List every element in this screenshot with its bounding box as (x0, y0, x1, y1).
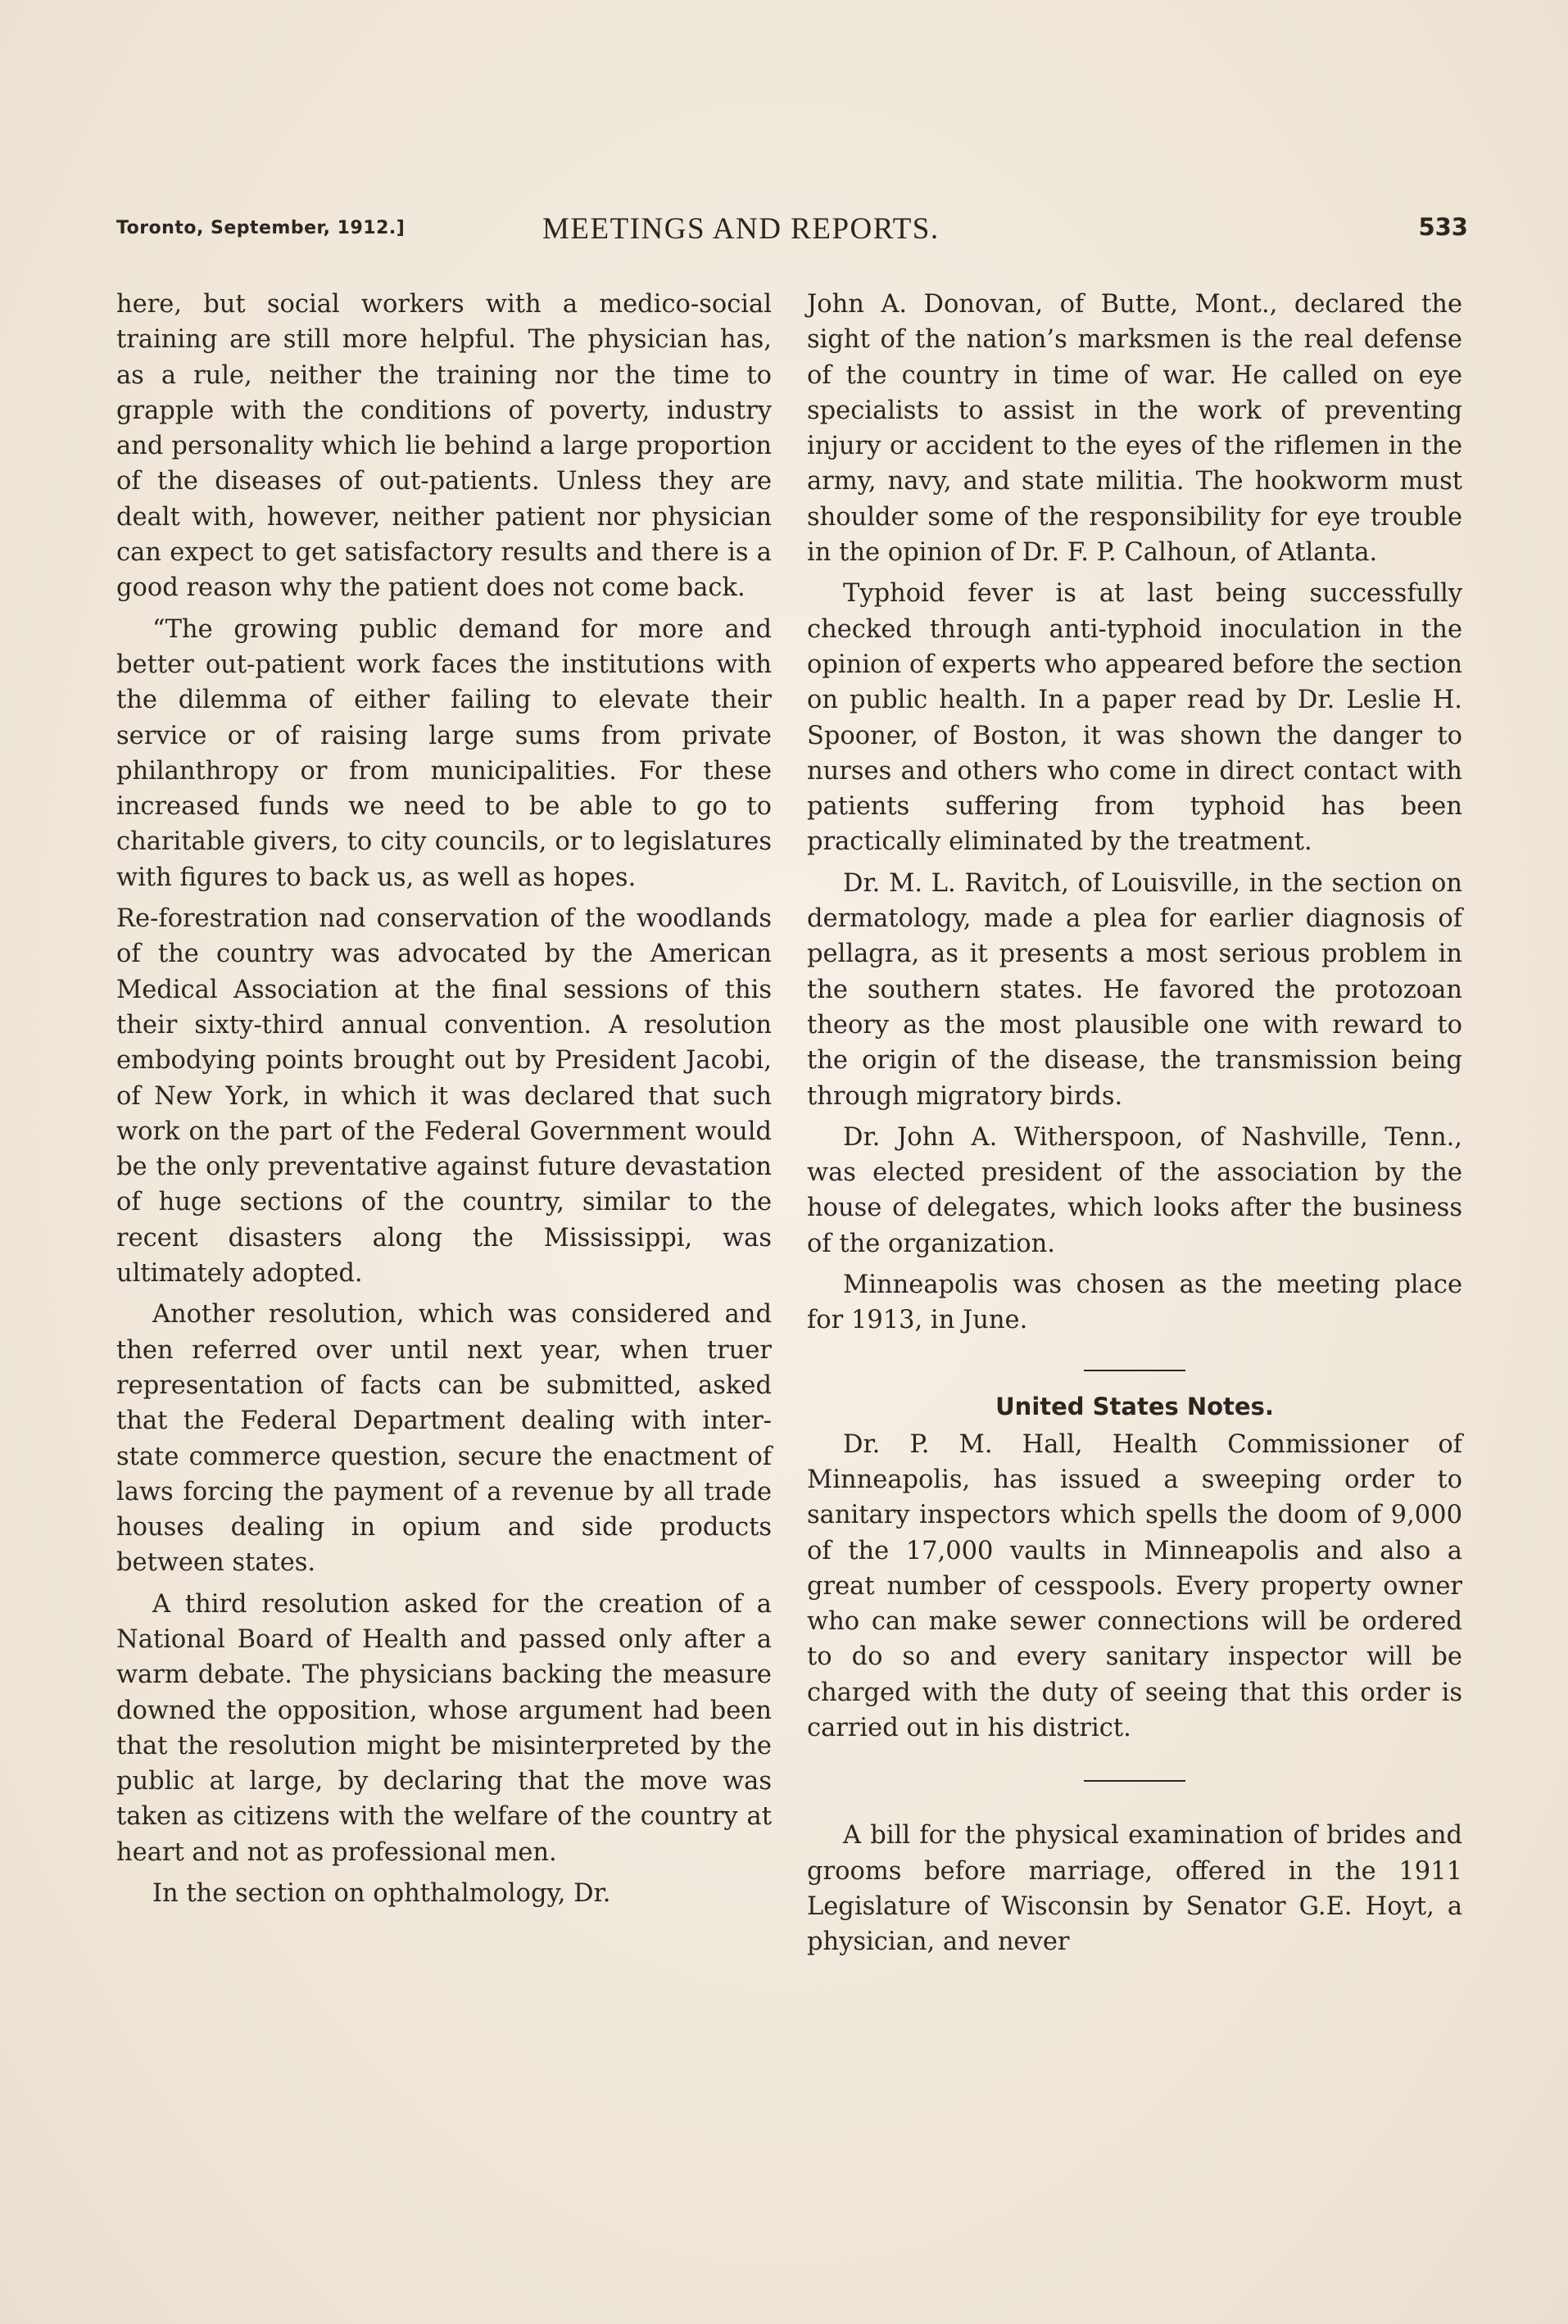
paragraph: John A. Donovan, of Butte, Mont., declared the sight of the nation’s marksmen is the real defense of the country in time of war. He called on eye specialists to assist in the work of preventing injury or accident to the eyes of the riflemen in the army, navy, and state militia. The hookworm must shoulder some of the responsibility for eye trouble in the opinion of Dr. F. P. Calhoun, of Atlanta. (807, 290, 1462, 568)
paragraph: here, but social workers with a medico-social training are still more helpful. The physician has, as a rule, neither the training nor the time to grapple with the conditions of poverty, industry and personality which lie behind a large proportion of the diseases of out-patients. Unless they are dealt with, however, neither patient nor physician can expect to get satisfactory results and there is a good reason why the patient does not come back. (116, 290, 772, 603)
paragraph: Dr. P. M. Hall, Health Commissioner of Minneapolis, has issued a sweeping order to sanitary inspectors which spells the doom of 9,000 of the 17,000 vaults in Minneapolis and also a great number of cesspools. Every property owner who can make sewer connections will be ordered to do so and every sanitary inspector will be charged with the duty of seeing that this order is carried out in his district. (807, 1429, 1462, 1742)
paragraph: In the section on ophthalmology, Dr. (152, 1879, 611, 1909)
section-divider (1084, 1370, 1185, 1371)
section-heading: United States Notes. (995, 1392, 1274, 1420)
paragraph: “The growing public demand for more and better out-patient work faces the institutions with the dilemma of either failing to elevate their service or of raising large sums from private philanthropy or from municipalities. For these increased funds we need to be able to go to charitable givers, to city councils, or to legislatures with figures to back us, as well as hopes. (116, 614, 772, 892)
right-column (807, 287, 1462, 1965)
paragraph: A third resolution asked for the creation of a National Board of Health and passed only after a warm debate. The physicians backing the measure downed the opposition, whose argument had been that the resolution might be misinterpreted by the public at large, by declaring that the move was taken as citizens with the welfare of the country at heart and not as professional men. (116, 1589, 772, 1867)
running-header (116, 211, 1468, 249)
page-number: 533 (1418, 213, 1468, 241)
header-section-title: MEETINGS AND REPORTS. (542, 212, 940, 246)
left-column (116, 287, 772, 1911)
header-location-date: Toronto, September, 1912.] (116, 218, 406, 238)
paragraph: Dr. M. L. Ravitch, of Louisville, in the section on dermatology, made a plea for earlier diagnosis of pellagra, as it presents a most serious problem in the southern states. He favored the protozoan theory as the most plausible one with reward to the origin of the disease, the transmission being through migratory birds. (807, 868, 1462, 1111)
paragraph: A bill for the physical examination of brides and grooms before marriage, offered in the 1911 Legislature of Wisconsin by Senator G.E. Hoyt, a physician, and never (807, 1821, 1462, 1957)
paragraph: Dr. John A. Witherspoon, of Nashville, Tenn., was elected president of the association by the house of delegates, which looks after the business of the organization. (807, 1122, 1462, 1258)
paragraph: Minneapolis was chosen as the meeting place for 1913, in June. (807, 1271, 1462, 1335)
paragraph: Re-forestration nad conservation of the woodlands of the country was advocated by the American Medical Association at the final sessions of this their sixty-third annual convention. A resolution embodying points brought out by President Jacobi, of New York, in which it was declared that such work on the part of the Federal Government would be the only preventative against future devastation of huge sections of the country, similar to the recent disasters along the Mississippi, was ultimately adopted. (116, 904, 772, 1289)
paragraph: Another resolution, which was considered and then referred over until next year, when truer representation of facts can be submitted, asked that the Federal Department dealing with inter-state commerce question, secure the enactment of laws forcing the payment of a revenue by all trade houses dealing in opium and side products between states. (116, 1300, 772, 1578)
section-divider (1084, 1780, 1185, 1782)
paragraph: Typhoid fever is at last being successfully checked through anti-typhoid inoculation in the opinion of experts who appeared before the section on public health. In a paper read by Dr. Leslie H. Spooner, of Boston, it was shown the danger to nurses and others who come in direct contact with patients suffering from typhoid has been practically eliminated by the treatment. (807, 579, 1462, 857)
